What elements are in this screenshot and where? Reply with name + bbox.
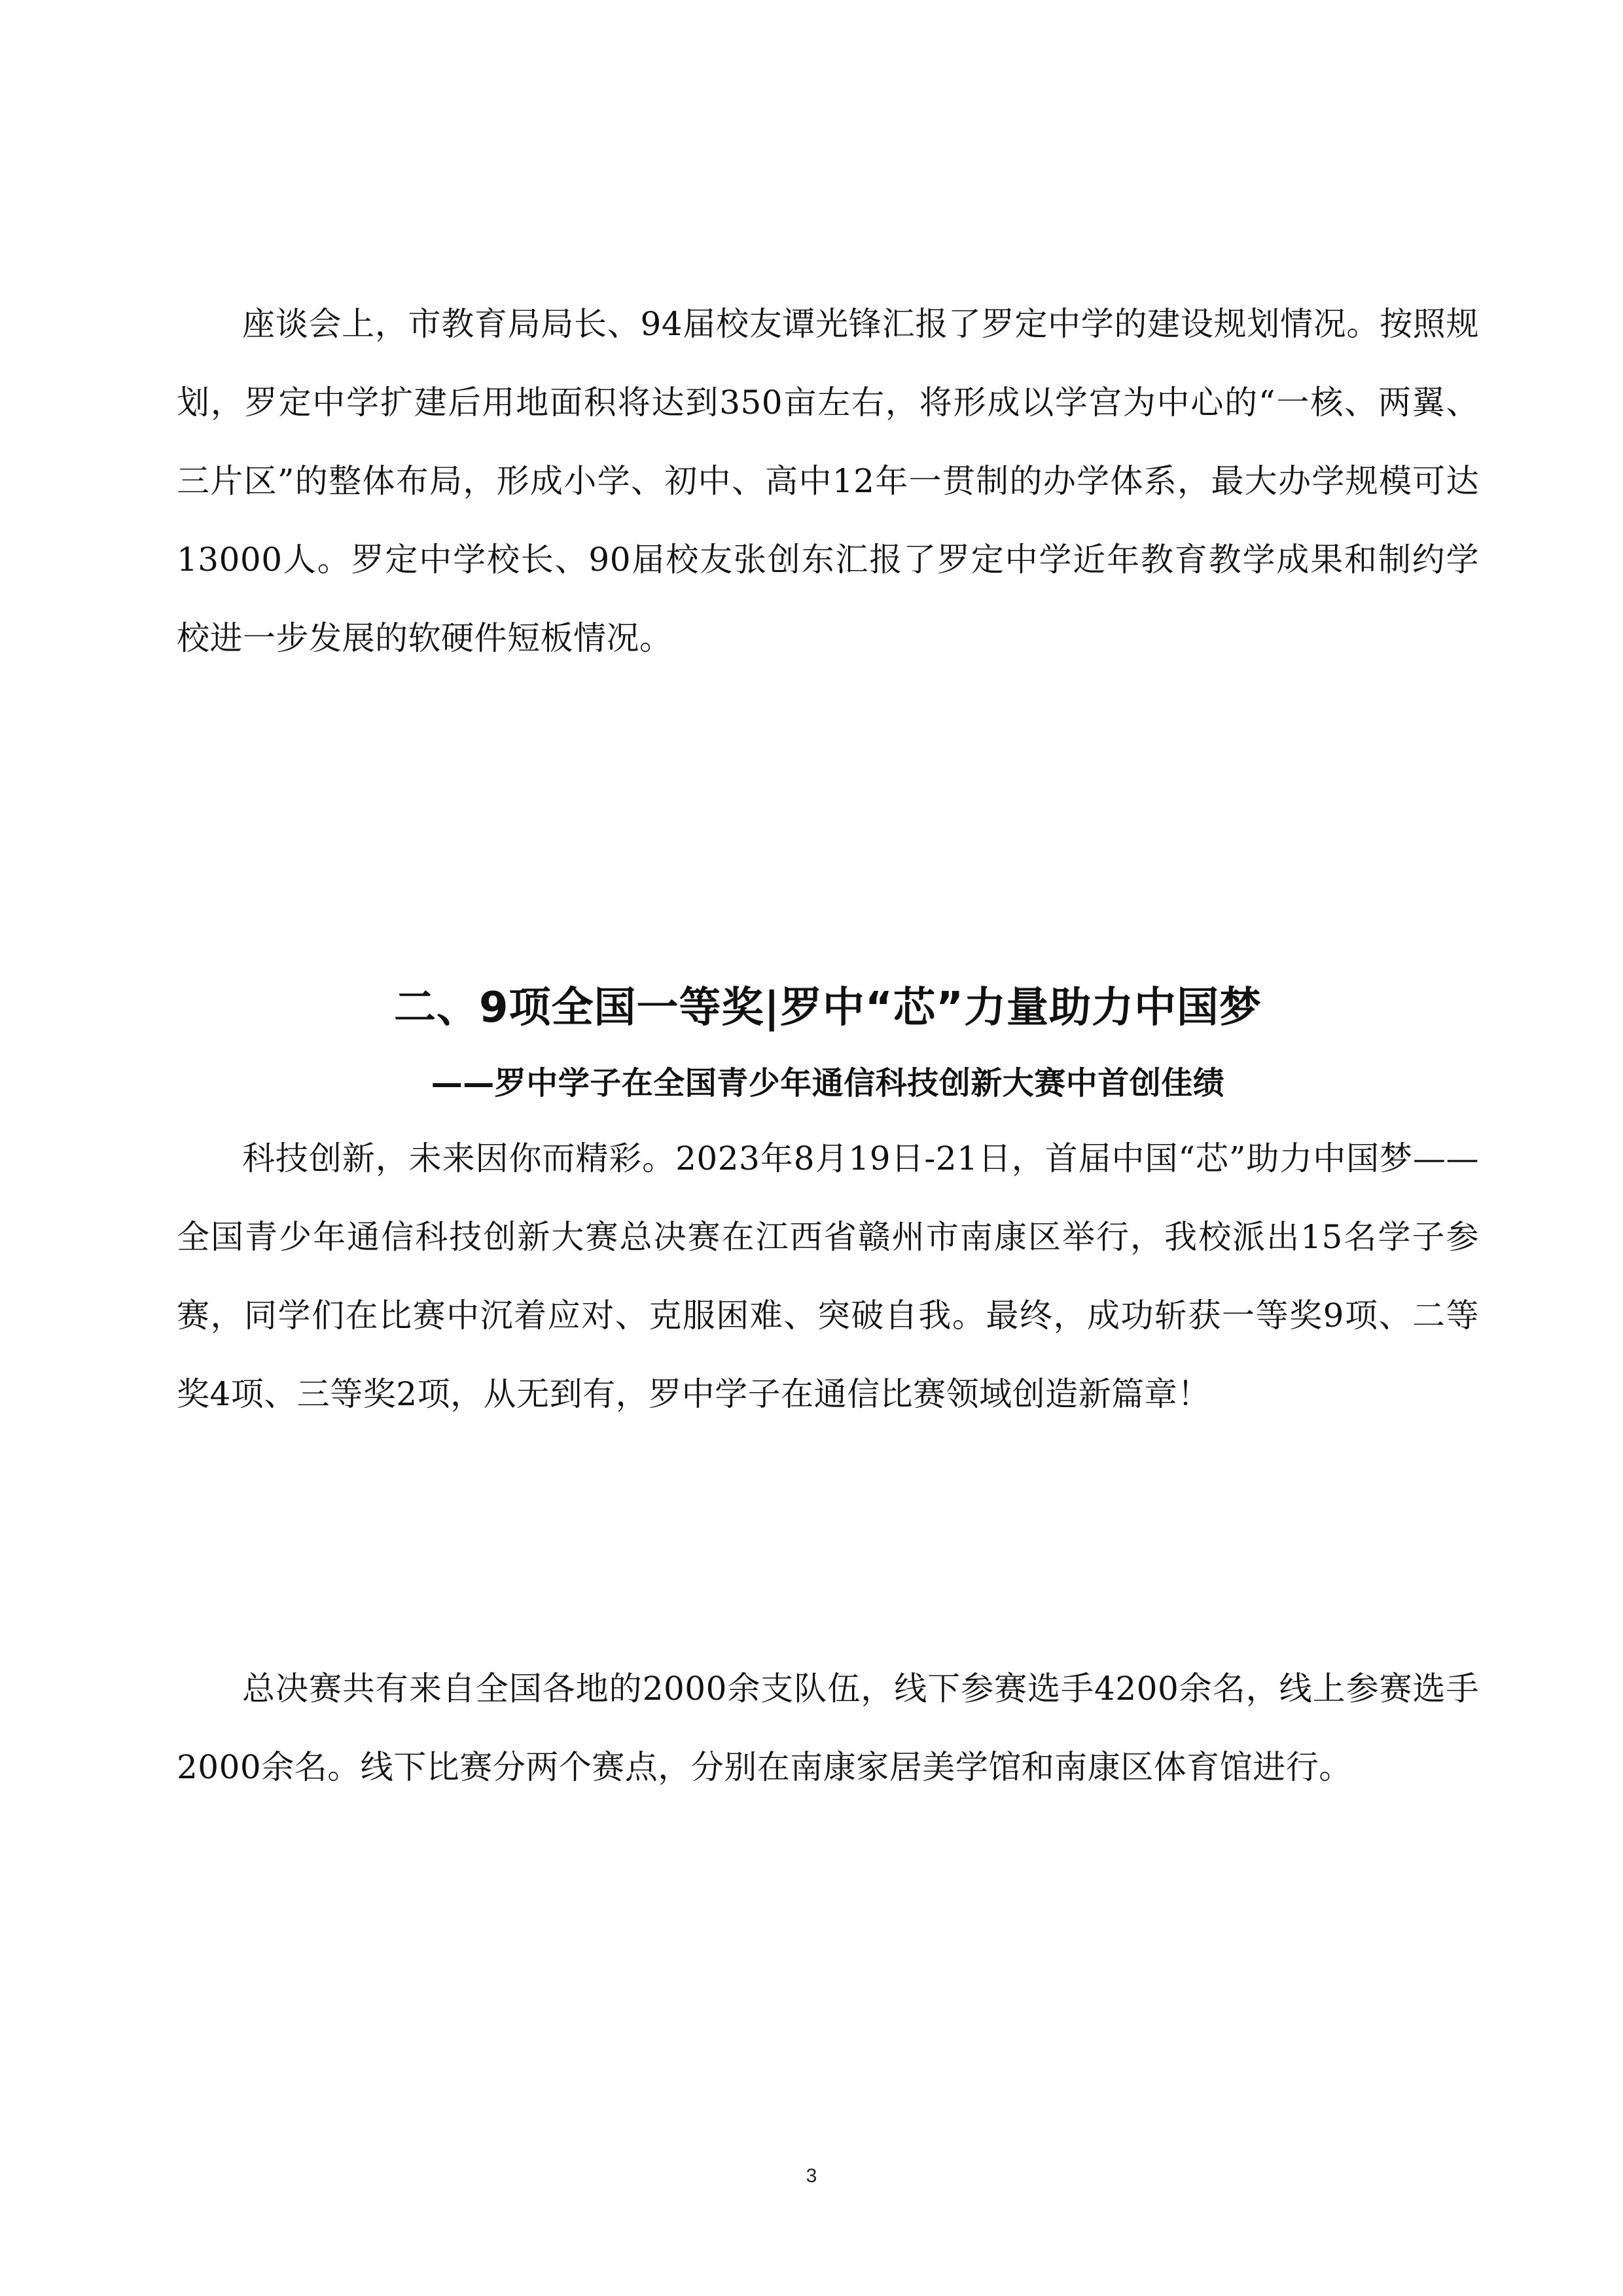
- page-number: 3: [806, 2165, 817, 2187]
- paragraph-finals-overview: 总决赛共有来自全国各地的2000余支队伍，线下参赛选手4200余名，线上参赛选手2000余名。线下比赛分两个赛点，分别在南康家居美学馆和南康区体育馆进行。: [177, 1670, 1479, 1786]
- section-title: 二、9项全国一等奖|罗中“芯”力量助力中国梦: [393, 984, 1262, 1032]
- paragraph-symposium-report: 座谈会上，市教育局局长、94届校友谭光锋汇报了罗定中学的建设规划情况。按照规划，罗定中学扩建后用地面积将达到350亩左右，将形成以学宫为中心的“一核、两翼、三片区”的整体布局，形成小学、初中、高中12年一贯制的办学体系，最大办学规模可达13000人。罗定中学校长、90届校友张创东汇报了罗定中学近年教育教学成果和制约学校进一步发展的软硬件短板情况。: [177, 305, 1479, 657]
- section-subtitle: ——罗中学子在全国青少年通信科技创新大赛中首创佳绩: [431, 1065, 1225, 1102]
- paragraph-competition-results: 科技创新，未来因你而精彩。2023年8月19日-21日，首届中国“芯”助力中国梦——全国青少年通信科技创新大赛总决赛在江西省赣州市南康区举行，我校派出15名学子参赛，同学们在比赛中沉着应对、克服困难、突破自我。最终，成功斩获一等奖9项、二等奖4项、三等奖2项，从无到有，罗中学子在通信比赛领域创造新篇章！: [177, 1139, 1479, 1413]
